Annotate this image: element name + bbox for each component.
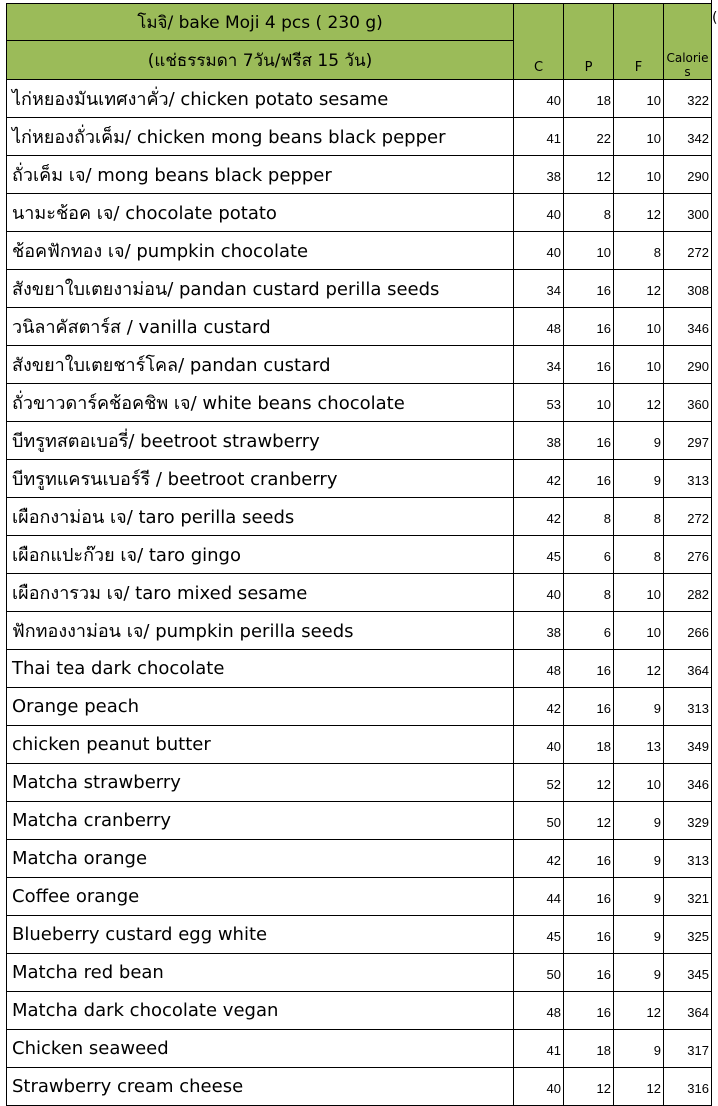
table-row bbox=[7, 916, 712, 954]
item-name-cell: Thai tea dark chocolate bbox=[7, 650, 514, 688]
fat-cell: 9 bbox=[614, 916, 664, 954]
fat-cell: 12 bbox=[614, 194, 664, 232]
table-row bbox=[7, 460, 712, 498]
carbs-cell: 50 bbox=[514, 802, 564, 840]
table-row bbox=[7, 612, 712, 650]
fat-cell: 9 bbox=[614, 422, 664, 460]
item-name-cell: วนิลาคัสตาร์ส / vanilla custard bbox=[7, 308, 514, 346]
table-row bbox=[7, 384, 712, 422]
protein-cell: 16 bbox=[564, 460, 614, 498]
table-row bbox=[7, 992, 712, 1030]
protein-cell: 10 bbox=[564, 384, 614, 422]
table-row bbox=[7, 232, 712, 270]
carbs-cell: 40 bbox=[514, 1068, 564, 1106]
protein-cell: 22 bbox=[564, 118, 614, 156]
next-column-edge bbox=[711, 0, 718, 1106]
item-name-cell: บีทรูทแครนเบอร์รี / beetroot cranberry bbox=[7, 460, 514, 498]
carbs-cell: 40 bbox=[514, 574, 564, 612]
item-name-cell: Matcha cranberry bbox=[7, 802, 514, 840]
fat-cell: 10 bbox=[614, 156, 664, 194]
fat-cell: 10 bbox=[614, 308, 664, 346]
table-row bbox=[7, 422, 712, 460]
item-name-cell: Strawberry cream cheese bbox=[7, 1068, 514, 1106]
table-row bbox=[7, 308, 712, 346]
calories-cell: 325 bbox=[664, 916, 712, 954]
table-row bbox=[7, 650, 712, 688]
table-row bbox=[7, 270, 712, 308]
column-header-c: C bbox=[514, 4, 564, 80]
calories-cell: 360 bbox=[664, 384, 712, 422]
item-name-cell: ไก่หยองถั่วเค็ม/ chicken mong beans black pepper bbox=[7, 118, 514, 156]
fat-cell: 8 bbox=[614, 536, 664, 574]
table-row bbox=[7, 764, 712, 802]
item-name-cell: บีทรูทสตอเบอรี่/ beetroot strawberry bbox=[7, 422, 514, 460]
item-name-cell: Coffee orange bbox=[7, 878, 514, 916]
column-header-f: F bbox=[614, 4, 664, 80]
carbs-cell: 42 bbox=[514, 460, 564, 498]
protein-cell: 12 bbox=[564, 156, 614, 194]
fat-cell: 12 bbox=[614, 992, 664, 1030]
fat-cell: 12 bbox=[614, 1068, 664, 1106]
calories-cell: 316 bbox=[664, 1068, 712, 1106]
fat-cell: 12 bbox=[614, 270, 664, 308]
calories-cell: 308 bbox=[664, 270, 712, 308]
protein-cell: 12 bbox=[564, 1068, 614, 1106]
carbs-cell: 34 bbox=[514, 346, 564, 384]
table-row bbox=[7, 574, 712, 612]
table-row bbox=[7, 80, 712, 118]
next-column-mark: ( bbox=[712, 10, 718, 26]
table-row bbox=[7, 802, 712, 840]
calories-cell: 313 bbox=[664, 840, 712, 878]
fat-cell: 9 bbox=[614, 840, 664, 878]
item-name-cell: Matcha orange bbox=[7, 840, 514, 878]
item-name-cell: สังขยาใบเตยชาร์โคล/ pandan custard bbox=[7, 346, 514, 384]
protein-cell: 10 bbox=[564, 232, 614, 270]
calories-cell: 346 bbox=[664, 764, 712, 802]
calories-cell: 266 bbox=[664, 612, 712, 650]
calories-cell: 290 bbox=[664, 346, 712, 384]
item-name-cell: นามะช้อค เจ/ chocolate potato bbox=[7, 194, 514, 232]
calories-cell: 282 bbox=[664, 574, 712, 612]
carbs-cell: 40 bbox=[514, 726, 564, 764]
protein-cell: 16 bbox=[564, 650, 614, 688]
table-row bbox=[7, 536, 712, 574]
protein-cell: 18 bbox=[564, 726, 614, 764]
fat-cell: 10 bbox=[614, 118, 664, 156]
table-row bbox=[7, 688, 712, 726]
item-name-cell: chicken peanut butter bbox=[7, 726, 514, 764]
table-row bbox=[7, 346, 712, 384]
carbs-cell: 34 bbox=[514, 270, 564, 308]
table-row bbox=[7, 878, 712, 916]
item-name-cell: Matcha strawberry bbox=[7, 764, 514, 802]
carbs-cell: 48 bbox=[514, 308, 564, 346]
item-name-cell: ถั่วขาวดาร์คช้อคชิพ เจ/ white beans chocolate bbox=[7, 384, 514, 422]
calories-cell: 345 bbox=[664, 954, 712, 992]
carbs-cell: 42 bbox=[514, 498, 564, 536]
protein-cell: 12 bbox=[564, 802, 614, 840]
calories-cell: 364 bbox=[664, 650, 712, 688]
fat-cell: 10 bbox=[614, 612, 664, 650]
item-name-cell: Matcha dark chocolate vegan bbox=[7, 992, 514, 1030]
protein-cell: 16 bbox=[564, 308, 614, 346]
calories-cell: 364 bbox=[664, 992, 712, 1030]
item-name-cell: Orange peach bbox=[7, 688, 514, 726]
protein-cell: 16 bbox=[564, 916, 614, 954]
calories-cell: 313 bbox=[664, 460, 712, 498]
fat-cell: 9 bbox=[614, 460, 664, 498]
protein-cell: 16 bbox=[564, 878, 614, 916]
calories-cell: 300 bbox=[664, 194, 712, 232]
item-name-cell: เผือกงารวม เจ/ taro mixed sesame bbox=[7, 574, 514, 612]
calories-cell: 313 bbox=[664, 688, 712, 726]
calories-cell: 290 bbox=[664, 156, 712, 194]
protein-cell: 16 bbox=[564, 688, 614, 726]
nutrition-table bbox=[6, 3, 712, 1106]
calories-cell: 321 bbox=[664, 878, 712, 916]
carbs-cell: 42 bbox=[514, 688, 564, 726]
calories-cell: 272 bbox=[664, 232, 712, 270]
table-row bbox=[7, 156, 712, 194]
carbs-cell: 48 bbox=[514, 992, 564, 1030]
table-row bbox=[7, 1030, 712, 1068]
fat-cell: 10 bbox=[614, 764, 664, 802]
protein-cell: 16 bbox=[564, 992, 614, 1030]
item-name-cell: Chicken seaweed bbox=[7, 1030, 514, 1068]
item-name-cell: ถั่วเค็ม เจ/ mong beans black pepper bbox=[7, 156, 514, 194]
fat-cell: 9 bbox=[614, 688, 664, 726]
protein-cell: 16 bbox=[564, 422, 614, 460]
protein-cell: 6 bbox=[564, 612, 614, 650]
carbs-cell: 48 bbox=[514, 650, 564, 688]
table-row bbox=[7, 1068, 712, 1106]
protein-cell: 18 bbox=[564, 1030, 614, 1068]
calories-cell: 276 bbox=[664, 536, 712, 574]
column-header-calories: Calories bbox=[664, 4, 712, 80]
fat-cell: 9 bbox=[614, 1030, 664, 1068]
table-row bbox=[7, 726, 712, 764]
table-row bbox=[7, 840, 712, 878]
fat-cell: 12 bbox=[614, 650, 664, 688]
fat-cell: 10 bbox=[614, 346, 664, 384]
carbs-cell: 40 bbox=[514, 194, 564, 232]
item-name-cell: ช้อคฟักทอง เจ/ pumpkin chocolate bbox=[7, 232, 514, 270]
table-row bbox=[7, 498, 712, 536]
fat-cell: 12 bbox=[614, 384, 664, 422]
item-name-cell: เผือกแปะก๊วย เจ/ taro gingo bbox=[7, 536, 514, 574]
table-row bbox=[7, 954, 712, 992]
calories-cell: 346 bbox=[664, 308, 712, 346]
calories-cell: 349 bbox=[664, 726, 712, 764]
calories-cell: 322 bbox=[664, 80, 712, 118]
fat-cell: 10 bbox=[614, 574, 664, 612]
item-name-cell: เผือกงาม่อน เจ/ taro perilla seeds bbox=[7, 498, 514, 536]
fat-cell: 8 bbox=[614, 498, 664, 536]
fat-cell: 13 bbox=[614, 726, 664, 764]
fat-cell: 8 bbox=[614, 232, 664, 270]
protein-cell: 18 bbox=[564, 80, 614, 118]
column-header-p: P bbox=[564, 4, 614, 80]
calories-cell: 329 bbox=[664, 802, 712, 840]
protein-cell: 16 bbox=[564, 346, 614, 384]
table-subtitle: (แช่ธรรมดา 7วัน/ฟรีส 15 วัน) bbox=[7, 41, 514, 80]
carbs-cell: 45 bbox=[514, 536, 564, 574]
protein-cell: 12 bbox=[564, 764, 614, 802]
protein-cell: 8 bbox=[564, 498, 614, 536]
protein-cell: 8 bbox=[564, 194, 614, 232]
carbs-cell: 40 bbox=[514, 80, 564, 118]
protein-cell: 16 bbox=[564, 270, 614, 308]
carbs-cell: 41 bbox=[514, 1030, 564, 1068]
carbs-cell: 45 bbox=[514, 916, 564, 954]
calories-cell: 317 bbox=[664, 1030, 712, 1068]
protein-cell: 6 bbox=[564, 536, 614, 574]
table-row bbox=[7, 194, 712, 232]
carbs-cell: 53 bbox=[514, 384, 564, 422]
carbs-cell: 50 bbox=[514, 954, 564, 992]
calories-cell: 272 bbox=[664, 498, 712, 536]
table-title: โมจิ/ bake Moji 4 pcs ( 230 g) bbox=[7, 4, 514, 41]
carbs-cell: 38 bbox=[514, 422, 564, 460]
protein-cell: 16 bbox=[564, 840, 614, 878]
fat-cell: 10 bbox=[614, 80, 664, 118]
fat-cell: 9 bbox=[614, 878, 664, 916]
carbs-cell: 44 bbox=[514, 878, 564, 916]
calories-cell: 297 bbox=[664, 422, 712, 460]
calories-cell: 342 bbox=[664, 118, 712, 156]
protein-cell: 16 bbox=[564, 954, 614, 992]
item-name-cell: Matcha red bean bbox=[7, 954, 514, 992]
carbs-cell: 42 bbox=[514, 840, 564, 878]
carbs-cell: 52 bbox=[514, 764, 564, 802]
carbs-cell: 38 bbox=[514, 156, 564, 194]
carbs-cell: 40 bbox=[514, 232, 564, 270]
fat-cell: 9 bbox=[614, 954, 664, 992]
item-name-cell: สังขยาใบเตยงาม่อน/ pandan custard perilla seeds bbox=[7, 270, 514, 308]
carbs-cell: 41 bbox=[514, 118, 564, 156]
carbs-cell: 38 bbox=[514, 612, 564, 650]
item-name-cell: ไก่หยองมันเทศงาคั่ว/ chicken potato sesame bbox=[7, 80, 514, 118]
table-row bbox=[7, 118, 712, 156]
fat-cell: 9 bbox=[614, 802, 664, 840]
item-name-cell: ฟักทองงาม่อน เจ/ pumpkin perilla seeds bbox=[7, 612, 514, 650]
item-name-cell: Blueberry custard egg white bbox=[7, 916, 514, 954]
protein-cell: 8 bbox=[564, 574, 614, 612]
